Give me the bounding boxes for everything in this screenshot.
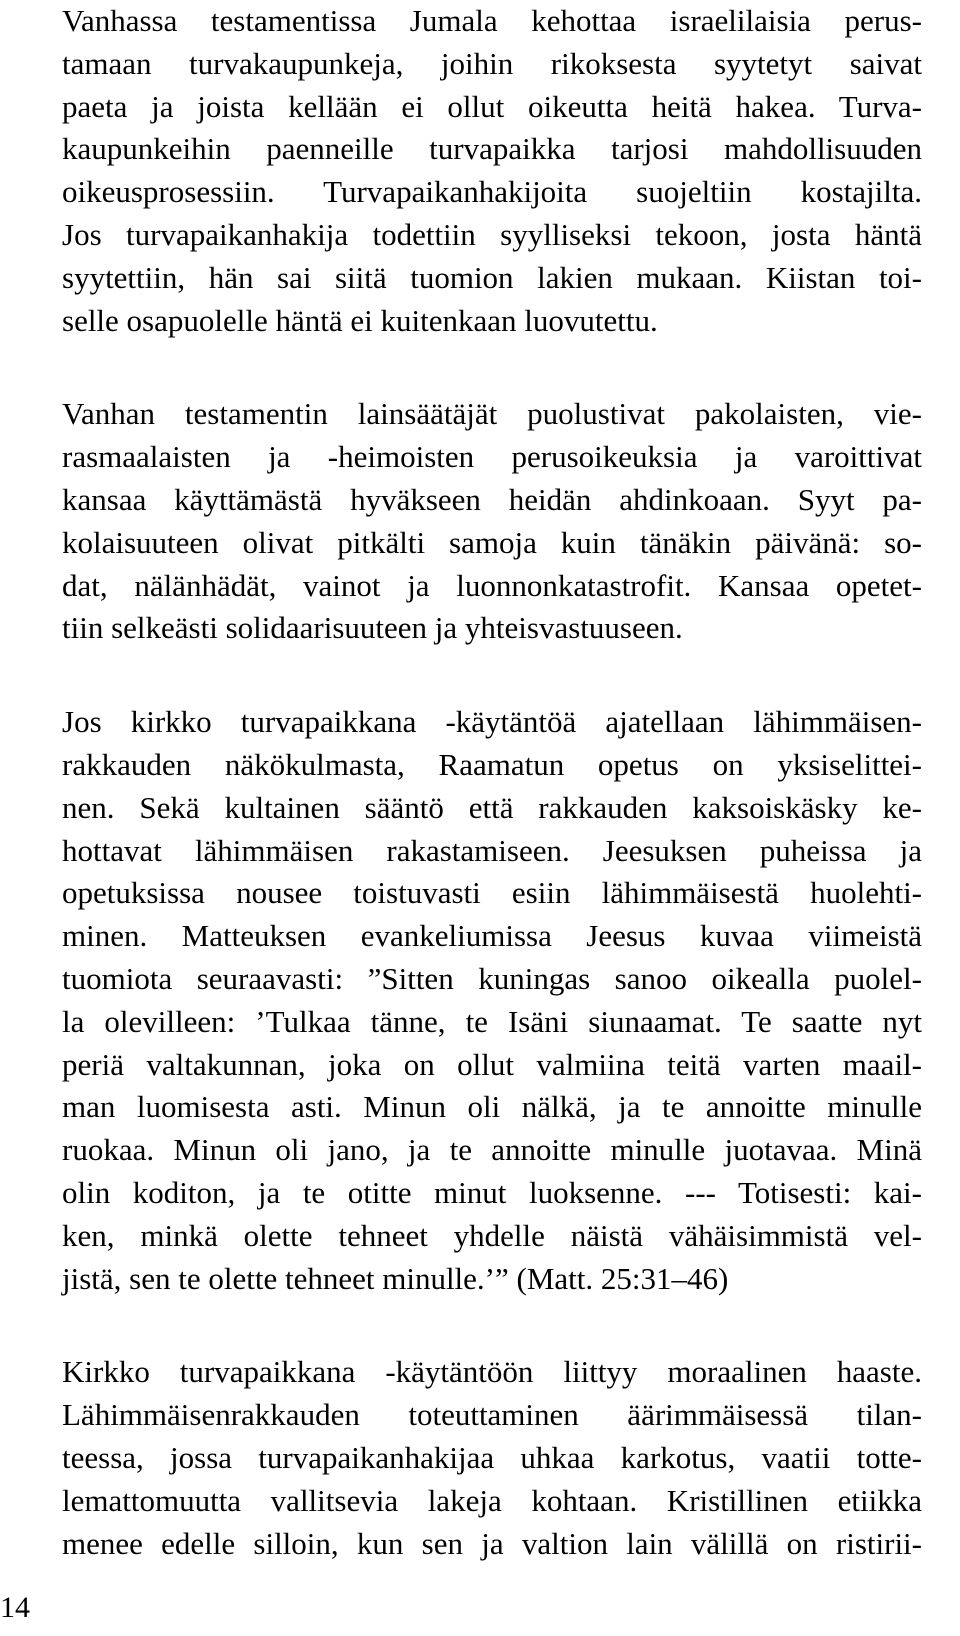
paragraph-gap bbox=[62, 1300, 922, 1351]
text-line: tuomiota seuraavasti: ”Sitten kuningas sanoo oikealla puolel- bbox=[62, 960, 922, 996]
page-number: 14 bbox=[0, 1591, 30, 1624]
text-line: ken, minkä olette tehneet yhdelle näistä vähäisimmistä vel- bbox=[62, 1217, 922, 1253]
text-line: man luomisesta asti. Minun oli nälkä, ja te annoitte minulle bbox=[62, 1089, 922, 1125]
text-line: rakkauden näkökulmasta, Raamatun opetus on yksiselittei- bbox=[62, 746, 922, 782]
text-line: minen. Matteuksen evankeliumissa Jeesus kuvaa viimeistä bbox=[62, 918, 922, 954]
text-line: lemattomuutta vallitsevia lakeja kohtaan. Kristillinen etiikka bbox=[62, 1482, 922, 1518]
text-line: syytettiin, hän sai siitä tuomion lakien mukaan. Kiistan toi- bbox=[62, 259, 922, 295]
paragraph-gap bbox=[62, 342, 922, 393]
text-line: Lähimmäisenrakkauden toteuttaminen äärimmäisessä tilan- bbox=[62, 1397, 922, 1433]
paragraph-3 bbox=[62, 701, 922, 1300]
text-line: ruokaa. Minun oli jano, ja te annoitte minulle juotavaa. Minä bbox=[62, 1132, 922, 1168]
text-line: tamaan turvakaupunkeja, joihin rikoksesta syytetyt saivat bbox=[62, 45, 922, 81]
paragraph-4 bbox=[62, 1351, 922, 1565]
text-line: tiin selkeästi solidaarisuuteen ja yhteisvastuuseen. bbox=[62, 610, 683, 646]
text-line: Jos kirkko turvapaikkana -käytäntöä ajatellaan lähimmäisen- bbox=[62, 704, 922, 740]
text-line: Vanhan testamentin lainsäätäjät puolustivat pakolaisten, vie- bbox=[62, 396, 922, 432]
text-line: rasmaalaisten ja -heimoisten perusoikeuksia ja varoittivat bbox=[62, 439, 922, 475]
text-line: dat, nälänhädät, vainot ja luonnonkatastrofit. Kansaa opetet- bbox=[62, 567, 922, 603]
text-line: teessa, jossa turvapaikanhakijaa uhkaa karkotus, vaatii totte- bbox=[62, 1439, 922, 1475]
text-line: opetuksissa nousee toistuvasti esiin lähimmäisestä huolehti- bbox=[62, 875, 922, 911]
paragraph-gap bbox=[62, 650, 922, 701]
paragraph-2 bbox=[62, 393, 922, 650]
text-line: olin koditon, ja te otitte minut luoksenne. --- Totisesti: kai- bbox=[62, 1174, 922, 1210]
text-line: oikeusprosessiin. Turvapaikanhakijoita suojeltiin kostajilta. bbox=[62, 174, 922, 210]
text-line: Kirkko turvapaikkana -käytäntöön liittyy moraalinen haaste. bbox=[62, 1354, 922, 1390]
text-line: nen. Sekä kultainen sääntö että rakkauden kaksoiskäsky ke- bbox=[62, 789, 922, 825]
text-line: paeta ja joista kellään ei ollut oikeutta heitä hakea. Turva- bbox=[62, 88, 922, 124]
text-line: menee edelle silloin, kun sen ja valtion lain välillä on ristirii- bbox=[62, 1525, 922, 1561]
text-line: la olevilleen: ’Tulkaa tänne, te Isäni siunaamat. Te saatte nyt bbox=[62, 1003, 922, 1039]
text-line: periä valtakunnan, joka on ollut valmiina teitä varten maail- bbox=[62, 1046, 922, 1082]
text-line: selle osapuolelle häntä ei kuitenkaan luovutettu. bbox=[62, 302, 658, 338]
text-line: Jos turvapaikanhakija todettiin syylliseksi tekoon, josta häntä bbox=[62, 216, 922, 252]
text-line: kolaisuuteen olivat pitkälti samoja kuin tänäkin päivänä: so- bbox=[62, 524, 922, 560]
text-line: Vanhassa testamentissa Jumala kehottaa israelilaisia perus- bbox=[62, 3, 922, 38]
text-line: hottavat lähimmäisen rakastamiseen. Jeesuksen puheissa ja bbox=[62, 832, 922, 868]
paragraph-1 bbox=[62, 0, 922, 342]
text-line: kaupunkeihin paenneille turvapaikka tarjosi mahdollisuuden bbox=[62, 131, 922, 167]
text-line: kansaa käyttämästä hyväkseen heidän ahdinkoaan. Syyt pa- bbox=[62, 481, 922, 517]
text-line: jistä, sen te olette tehneet minulle.’” (Matt. 25:31–46) bbox=[62, 1260, 729, 1296]
body-text bbox=[62, 0, 922, 1565]
